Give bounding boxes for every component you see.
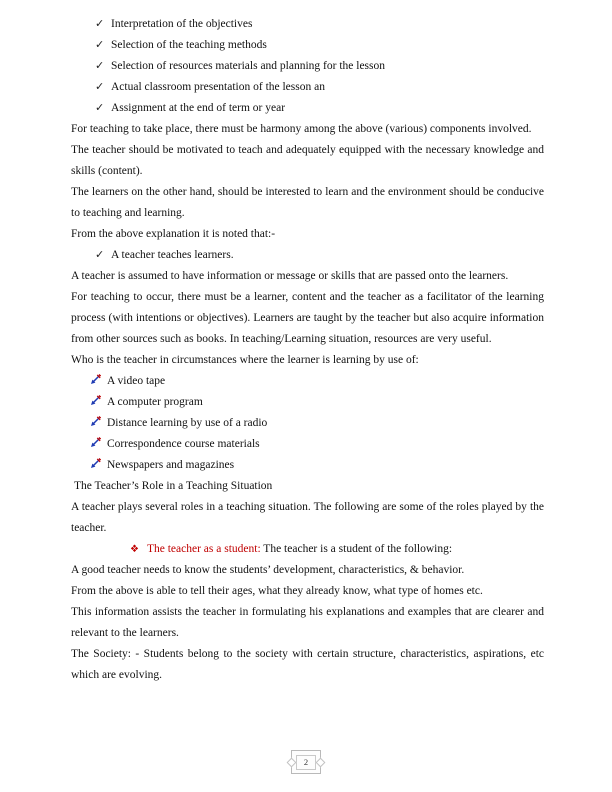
paragraph: The teacher should be motivated to teach and adequately equipped with the necessary knowledge and skills (content). bbox=[71, 144, 544, 177]
check-icon: ✓ bbox=[95, 60, 105, 72]
paragraph: From the above is able to tell their ages, what they already know, what type of homes etc. bbox=[71, 585, 483, 597]
list-item-text: Distance learning by use of a radio bbox=[107, 417, 268, 429]
list-item bbox=[95, 245, 544, 266]
paragraph: The Society: - Students belong to the society with certain structure, characteristics, aspirations, etc which are evolving. bbox=[71, 648, 544, 681]
list-item-text: A computer program bbox=[107, 396, 203, 408]
role-rest-text: The teacher is a student of the following: bbox=[260, 543, 453, 555]
objectives-check-list bbox=[95, 14, 544, 119]
role-bullet-line bbox=[130, 539, 544, 560]
page-number-frame bbox=[296, 755, 316, 770]
paragraph: For teaching to occur, there must be a learner, content and the teacher as a facilitator of the learning process (with intentions or objectives). Learners are taught by the teacher but also acquire information from other sources such as books. In teaching/Learning situation, resources are very useful. bbox=[71, 291, 544, 345]
list-item-text: Assignment at the end of term or year bbox=[111, 102, 286, 114]
arrow-bullet-icon bbox=[90, 416, 107, 427]
paragraph: The learners on the other hand, should be interested to learn and the environment should be conducive to teaching and learning. bbox=[71, 186, 544, 219]
list-item-text: Actual classroom presentation of the lesson an bbox=[111, 81, 325, 93]
list-item-text: Correspondence course materials bbox=[107, 438, 260, 450]
noted-check-list bbox=[95, 245, 544, 266]
list-item bbox=[90, 434, 544, 455]
role-label-text: The teacher as a student: bbox=[146, 543, 261, 555]
list-item bbox=[90, 455, 544, 476]
list-item-text: Newspapers and magazines bbox=[107, 459, 235, 471]
section-heading: The Teacher’s Role in a Teaching Situation bbox=[74, 480, 273, 492]
paragraph: A teacher is assumed to have information or message or skills that are passed onto the learners. bbox=[71, 270, 509, 282]
arrow-bullet-icon bbox=[90, 395, 107, 406]
arrow-bullet-icon bbox=[90, 458, 107, 469]
list-item bbox=[95, 56, 544, 77]
paragraph: From the above explanation it is noted that:- bbox=[71, 228, 276, 240]
list-item-text: A teacher teaches learners. bbox=[111, 249, 234, 261]
arrow-bullet-icon bbox=[90, 374, 107, 385]
paragraph: Who is the teacher in circumstances where the learner is learning by use of: bbox=[71, 354, 419, 366]
paragraph: For teaching to take place, there must be harmony among the above (various) components involved. bbox=[71, 123, 532, 135]
diamond-bullet-icon: ❖ bbox=[130, 544, 139, 555]
ornament-decoration-icon bbox=[287, 758, 297, 768]
page-number: 2 bbox=[303, 756, 309, 767]
list-item bbox=[95, 77, 544, 98]
check-icon: ✓ bbox=[95, 81, 105, 93]
arrow-bullet-icon bbox=[90, 437, 107, 448]
list-item-text: Interpretation of the objectives bbox=[111, 18, 253, 30]
paragraph: A good teacher needs to know the students’ development, characteristics, & behavior. bbox=[71, 564, 465, 576]
page-footer bbox=[0, 750, 612, 774]
list-item bbox=[90, 392, 544, 413]
check-icon: ✓ bbox=[95, 249, 105, 261]
check-icon: ✓ bbox=[95, 39, 105, 51]
media-arrow-list bbox=[90, 371, 544, 476]
list-item bbox=[95, 35, 544, 56]
check-icon: ✓ bbox=[95, 18, 105, 30]
paragraph: This information assists the teacher in formulating his explanations and examples that are clearer and relevant to the learners. bbox=[71, 606, 544, 639]
list-item-text: Selection of the teaching methods bbox=[111, 39, 267, 51]
list-item-text: Selection of resources materials and planning for the lesson bbox=[111, 60, 386, 72]
check-icon: ✓ bbox=[95, 102, 105, 114]
list-item bbox=[95, 98, 544, 119]
ornament-decoration-icon bbox=[316, 758, 326, 768]
list-item bbox=[90, 413, 544, 434]
page-number-ornament bbox=[291, 750, 321, 774]
list-item bbox=[90, 371, 544, 392]
list-item-text: A video tape bbox=[107, 375, 166, 387]
list-item bbox=[95, 14, 544, 35]
paragraph: A teacher plays several roles in a teaching situation. The following are some of the roles played by the teacher. bbox=[71, 501, 544, 534]
